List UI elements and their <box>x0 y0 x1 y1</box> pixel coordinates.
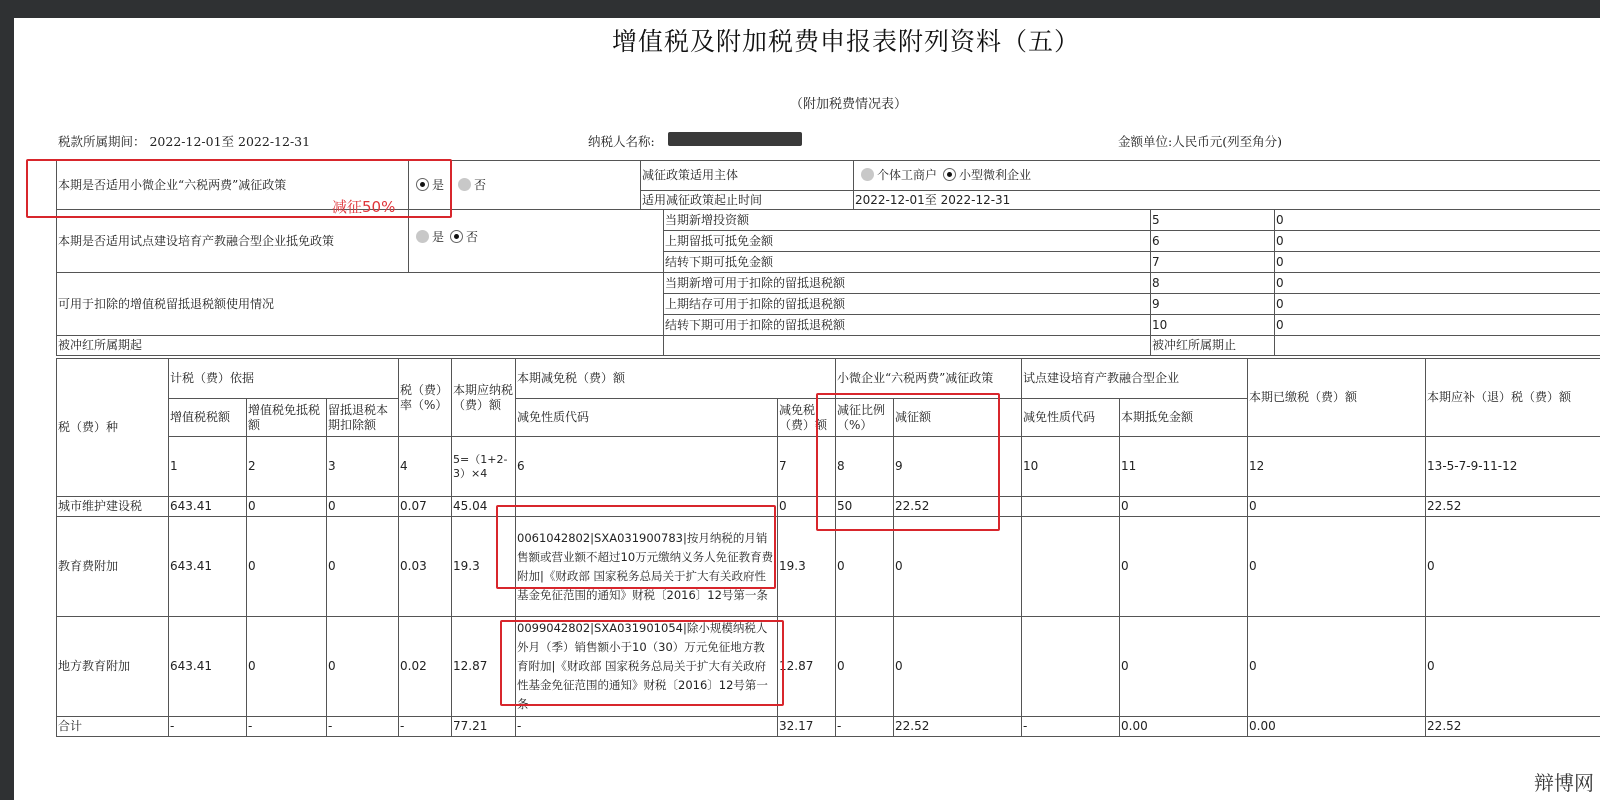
cell: 32.17 <box>778 717 836 737</box>
cell: 0 <box>327 497 399 517</box>
cell: 0 <box>1248 517 1426 617</box>
taxpayer-label: 纳税人名称: <box>588 134 655 149</box>
redflush-start-value <box>664 336 1151 356</box>
policy-period-label: 适用减征政策起止时间 <box>641 191 854 210</box>
yes-label: 是 <box>432 177 445 192</box>
cell: - <box>327 717 399 737</box>
cell: 0 <box>1120 617 1248 717</box>
cell <box>1022 617 1120 717</box>
header-payable: 本期应纳税（费）额 <box>452 359 516 437</box>
policy-row-no: 8 <box>1151 273 1275 294</box>
annotation-text: 减征50% <box>332 198 396 216</box>
cell: 22.52 <box>1426 717 1600 737</box>
policy-row-value: 0 <box>1275 294 1600 315</box>
cell: 0 <box>894 617 1022 717</box>
header-pilot-code: 减免性质代码 <box>1022 399 1120 437</box>
no-label: 否 <box>474 177 487 192</box>
header-pilot: 试点建设培育产教融合型企业 <box>1022 359 1248 399</box>
index-cell: 2 <box>247 437 327 497</box>
cell: - <box>836 717 894 737</box>
header-reduce: 本期减免税（费）额 <box>516 359 836 399</box>
cell: 0 <box>778 497 836 517</box>
cell: 0 <box>247 517 327 617</box>
offset-use-label: 可用于扣除的增值税留抵退税额使用情况 <box>57 273 664 336</box>
policy-row-no: 9 <box>1151 294 1275 315</box>
amount-unit: 金额单位:人民币元(列至角分) <box>1118 134 1282 149</box>
policy-row-no: 6 <box>1151 231 1275 252</box>
table-row <box>57 517 1600 617</box>
no-label: 否 <box>466 230 479 244</box>
yes-label: 是 <box>432 230 445 244</box>
reduce-code-cell: 0099042802|SXA031901054|除小规模纳税人外月（季）销售额小于10（30）万元免征地方教育附加|《财政部 国家税务总局关于扩大有关政府性基金免征范围的通知》财税〔2016〕12号第一条 <box>516 617 778 717</box>
cell <box>1022 497 1120 517</box>
header-six-amt: 减征额 <box>894 399 1022 437</box>
index-cell: 7 <box>778 437 836 497</box>
radio-unselected-icon[interactable] <box>861 168 874 181</box>
watermark: 辩博网 <box>1534 771 1594 795</box>
policy-row-label: 上期结存可用于扣除的留抵退税额 <box>664 294 1151 315</box>
index-cell: 10 <box>1022 437 1120 497</box>
header-vat-exempt: 增值税免抵税额 <box>247 399 327 437</box>
cell: 0 <box>1426 617 1600 717</box>
cell: 22.52 <box>894 717 1022 737</box>
highlight-local-edu-code-box <box>500 620 784 706</box>
policy-row-no: 5 <box>1151 210 1275 231</box>
index-cell: 6 <box>516 437 778 497</box>
header-reduce-amt: 减免税（费）额 <box>778 399 836 437</box>
cell: 22.52 <box>1426 497 1600 517</box>
index-cell: 9 <box>894 437 1022 497</box>
index-cell: 4 <box>399 437 452 497</box>
cell: 0 <box>247 497 327 517</box>
index-cell: 11 <box>1120 437 1248 497</box>
redflush-end-value <box>1275 336 1600 356</box>
page-title: 增值税及附加税费申报表附列资料（五） <box>612 27 1081 56</box>
cell: 0.07 <box>399 497 452 517</box>
cell: 45.04 <box>452 497 516 517</box>
cell: 643.41 <box>169 497 247 517</box>
redacted-taxpayer-name <box>668 132 802 146</box>
cell: 0 <box>1248 617 1426 717</box>
policy-row-no: 7 <box>1151 252 1275 273</box>
cell: 0 <box>327 517 399 617</box>
row-taxtype: 教育费附加 <box>57 517 169 617</box>
micro-label: 小型微利企业 <box>959 168 1032 182</box>
header-rate: 税（费）率（%） <box>399 359 452 437</box>
pilot-options[interactable] <box>409 210 664 273</box>
policy-period-value: 2022-12-01至 2022-12-31 <box>854 191 1600 210</box>
table-row <box>57 617 1600 717</box>
radio-selected-icon[interactable] <box>450 230 463 243</box>
tax-period: 税款所属期间： 2022-12-01至 2022-12-31 <box>58 134 311 149</box>
row-taxtype: 城市维护建设税 <box>57 497 169 517</box>
header-six-ratio: 减征比例（%） <box>836 399 894 437</box>
reduce-code-cell: 0061042802|SXA031900783|按月纳税的月销售额或营业额不超过10万元缴纳义务人免征教育费附加|《财政部 国家税务总局关于扩大有关政府性基金免征范围的通知》财税〔2016〕12号第一条 <box>516 517 778 617</box>
policy-row-value: 0 <box>1275 315 1600 336</box>
cell: - <box>1022 717 1120 737</box>
total-row <box>57 717 1600 737</box>
subject-label: 减征政策适用主体 <box>641 161 854 191</box>
policy-row-no: 10 <box>1151 315 1275 336</box>
cell: - <box>169 717 247 737</box>
header-due: 本期应补（退）税（费）额 <box>1426 359 1600 437</box>
cell: 0 <box>247 617 327 717</box>
pilot-question: 本期是否适用试点建设培育产教融合型企业抵免政策 <box>57 210 409 273</box>
cell <box>1022 517 1120 617</box>
policy-row-label: 结转下期可用于扣除的留抵退税额 <box>664 315 1151 336</box>
subject-options[interactable] <box>854 161 1600 191</box>
policy-row-label: 当期新增可用于扣除的留抵退税额 <box>664 273 1151 294</box>
individual-label: 个体工商户 <box>877 168 938 182</box>
policy-row-value: 0 <box>1275 252 1600 273</box>
cell: 0 <box>836 517 894 617</box>
cell: 22.52 <box>894 497 1022 517</box>
index-cell: 5=（1+2-3）×4 <box>452 437 516 497</box>
index-cell: 1 <box>169 437 247 497</box>
policy-row-value: 0 <box>1275 231 1600 252</box>
header-reduce-code: 减免性质代码 <box>516 399 778 437</box>
cell: 0.02 <box>399 617 452 717</box>
row-taxtype: 地方教育附加 <box>57 617 169 717</box>
cell: 12.87 <box>778 617 836 717</box>
cell: 643.41 <box>169 517 247 617</box>
page-subtitle: （附加税费情况表） <box>790 97 908 112</box>
header-taxtype: 税（费）种 <box>57 359 169 497</box>
radio-selected-icon[interactable] <box>943 168 956 181</box>
policy-row-value: 0 <box>1275 273 1600 294</box>
row-taxtype: 合计 <box>57 717 169 737</box>
cell: 0 <box>1120 497 1248 517</box>
cell: 0.03 <box>399 517 452 617</box>
cell: 0 <box>1426 517 1600 617</box>
cell: 50 <box>836 497 894 517</box>
header-vat: 增值税税额 <box>169 399 247 437</box>
cell: 0 <box>836 617 894 717</box>
cell: 0 <box>1248 497 1426 517</box>
cell: - <box>247 717 327 737</box>
six-tax-no-cell[interactable] <box>451 161 641 210</box>
index-cell: 8 <box>836 437 894 497</box>
cell: - <box>516 717 778 737</box>
policy-row-label: 结转下期可抵免金额 <box>664 252 1151 273</box>
header-basis: 计税（费）依据 <box>169 359 399 399</box>
cell: 0.00 <box>1248 717 1426 737</box>
header-offset-deduct: 留抵退税本期扣除额 <box>327 399 399 437</box>
cell: 12.87 <box>452 617 516 717</box>
document-page <box>14 18 1600 800</box>
cell: 643.41 <box>169 617 247 717</box>
cell: 19.3 <box>452 517 516 617</box>
cell: 0.00 <box>1120 717 1248 737</box>
cell: 77.21 <box>452 717 516 737</box>
radio-unselected-icon[interactable] <box>458 178 471 191</box>
policy-row-label: 当期新增投资额 <box>664 210 1151 231</box>
policy-row-label: 上期留抵可抵免金额 <box>664 231 1151 252</box>
six-tax-question: 本期是否适用小微企业“六税两费”减征政策 <box>57 161 409 210</box>
index-cell: 13-5-7-9-11-12 <box>1426 437 1600 497</box>
index-cell: 12 <box>1248 437 1426 497</box>
header-pilot-amt: 本期抵免金额 <box>1120 399 1248 437</box>
index-cell: 3 <box>327 437 399 497</box>
redflush-start-label: 被冲红所属期起 <box>57 336 664 356</box>
highlight-reduction-box <box>816 393 1000 531</box>
policy-row-value: 0 <box>1275 210 1600 231</box>
highlight-edu-code-box <box>496 505 776 589</box>
cell: 19.3 <box>778 517 836 617</box>
cell: - <box>399 717 452 737</box>
header-six-tax: 小微企业“六税两费”减征政策 <box>836 359 1022 399</box>
redflush-end-label: 被冲红所属期止 <box>1151 336 1275 356</box>
header-paid: 本期已缴税（费）额 <box>1248 359 1426 437</box>
cell: 0 <box>1120 517 1248 617</box>
cell: 0 <box>327 617 399 717</box>
radio-unselected-icon[interactable] <box>416 230 429 243</box>
cell: 0 <box>894 517 1022 617</box>
